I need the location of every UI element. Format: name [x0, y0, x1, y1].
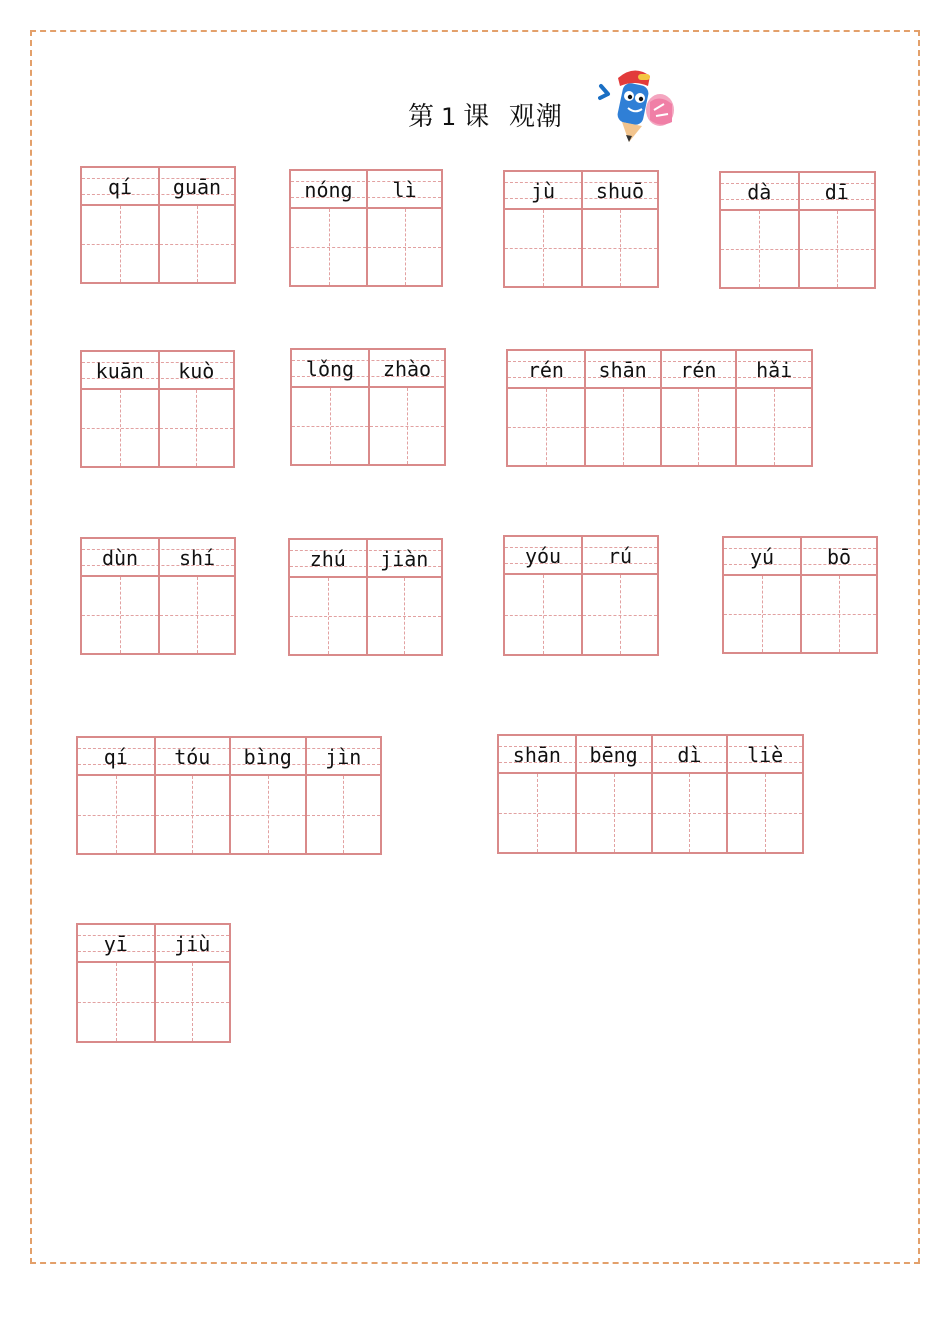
word-grid [503, 535, 659, 656]
writing-box[interactable] [160, 390, 234, 466]
writing-box[interactable] [156, 776, 230, 853]
writing-box[interactable] [78, 963, 154, 1041]
word-grid [80, 166, 236, 284]
character-cell [154, 738, 230, 853]
character-cell [505, 172, 581, 286]
character-cell [726, 736, 802, 852]
character-cell [581, 537, 657, 654]
writing-box[interactable] [728, 774, 802, 852]
character-cell [724, 538, 800, 652]
character-cell [660, 351, 736, 465]
pinyin-label: shān [512, 743, 561, 767]
pinyin-label: jiù [174, 932, 211, 956]
writing-box[interactable] [800, 211, 875, 287]
pinyin-label: hǎi [756, 358, 793, 382]
character-cell [158, 168, 234, 282]
pinyin-label: dì [677, 743, 702, 767]
character-cell [800, 538, 876, 652]
character-cell [499, 736, 575, 852]
writing-box[interactable] [307, 776, 381, 853]
pinyin-label: bēng [589, 743, 638, 767]
writing-box[interactable] [499, 774, 575, 852]
pinyin-label: zhào [382, 357, 432, 381]
character-cell [305, 738, 381, 853]
writing-box[interactable] [583, 210, 657, 286]
pinyin-label: shí [178, 546, 216, 570]
character-cell [366, 171, 441, 285]
character-cell [584, 351, 660, 465]
character-cell [291, 171, 366, 285]
writing-box[interactable] [78, 776, 154, 853]
character-cell [82, 539, 158, 653]
word-grid [497, 734, 804, 854]
writing-box[interactable] [231, 776, 305, 853]
writing-box[interactable] [505, 575, 581, 654]
pinyin-label: yī [103, 932, 128, 956]
word-grid [80, 537, 236, 655]
pinyin-label: lǒng [305, 357, 355, 381]
character-cell [735, 351, 811, 465]
title-number: 1 [441, 103, 458, 131]
word-grid [288, 538, 443, 656]
pinyin-label: dī [824, 180, 849, 204]
writing-box[interactable] [577, 774, 651, 852]
character-cell [651, 736, 727, 852]
word-grid [719, 171, 876, 289]
pinyin-label: dà [747, 180, 772, 204]
writing-box[interactable] [802, 576, 876, 652]
writing-box[interactable] [160, 206, 234, 282]
pinyin-label: kuān [95, 359, 144, 383]
pinyin-label: shuō [595, 179, 645, 203]
writing-box[interactable] [291, 209, 366, 285]
character-cell [368, 350, 444, 464]
pinyin-label: zhú [309, 547, 346, 571]
pinyin-label: yóu [524, 544, 562, 568]
character-cell [721, 173, 798, 287]
writing-box[interactable] [583, 575, 657, 654]
title-unit: 课 [463, 102, 491, 132]
character-cell [82, 168, 158, 282]
word-grid [289, 169, 443, 287]
word-grid [722, 536, 878, 654]
character-cell [229, 738, 305, 853]
word-grid [76, 736, 382, 855]
character-cell [581, 172, 657, 286]
writing-box[interactable] [737, 389, 811, 465]
writing-box[interactable] [368, 209, 441, 285]
pinyin-label: qí [103, 745, 128, 769]
pinyin-label: jiàn [380, 547, 429, 571]
word-grid [503, 170, 659, 288]
pinyin-label: shān [598, 358, 647, 382]
writing-box[interactable] [508, 389, 584, 465]
character-cell [154, 925, 230, 1041]
writing-box[interactable] [82, 390, 158, 466]
character-cell [366, 540, 442, 654]
word-grid [76, 923, 231, 1043]
writing-box[interactable] [653, 774, 727, 852]
writing-box[interactable] [721, 211, 798, 287]
pinyin-label: dùn [101, 546, 139, 570]
pinyin-label: bìng [243, 745, 292, 769]
writing-box[interactable] [160, 577, 234, 653]
writing-box[interactable] [370, 388, 444, 464]
page-title [408, 96, 563, 133]
character-cell [158, 539, 234, 653]
character-cell [78, 925, 154, 1041]
character-cell [575, 736, 651, 852]
writing-box[interactable] [724, 576, 800, 652]
pinyin-label: yú [749, 545, 775, 569]
pinyin-label: nóng [304, 178, 353, 202]
writing-box[interactable] [662, 389, 736, 465]
word-grid [80, 350, 235, 468]
character-cell [505, 537, 581, 654]
pinyin-label: rén [527, 358, 564, 382]
pinyin-label: rén [680, 358, 717, 382]
writing-box[interactable] [290, 578, 366, 654]
writing-box[interactable] [82, 577, 158, 653]
character-cell [508, 351, 584, 465]
pinyin-label: lì [392, 178, 417, 202]
character-cell [798, 173, 875, 287]
writing-box[interactable] [368, 578, 442, 654]
title-name: 观潮 [508, 102, 563, 132]
pinyin-label: rú [607, 544, 633, 568]
writing-box[interactable] [82, 206, 158, 282]
writing-box[interactable] [292, 388, 368, 464]
writing-box[interactable] [505, 210, 581, 286]
title-lesson: 第 [408, 102, 436, 132]
pinyin-label: bō [826, 545, 852, 569]
pinyin-label: jù [530, 179, 556, 203]
writing-box[interactable] [156, 963, 230, 1041]
character-cell [78, 738, 154, 853]
pencil-mascot-icon [598, 64, 680, 148]
pinyin-label: qí [107, 175, 133, 199]
character-cell [290, 540, 366, 654]
character-cell [292, 350, 368, 464]
character-cell [158, 352, 234, 466]
pinyin-label: jìn [325, 745, 362, 769]
pinyin-label: guān [172, 175, 222, 199]
word-grid [506, 349, 813, 467]
pinyin-label: liè [747, 743, 784, 767]
pinyin-label: tóu [174, 745, 211, 769]
writing-box[interactable] [586, 389, 660, 465]
word-grid [290, 348, 446, 466]
character-cell [82, 352, 158, 466]
pinyin-label: kuò [178, 359, 215, 383]
